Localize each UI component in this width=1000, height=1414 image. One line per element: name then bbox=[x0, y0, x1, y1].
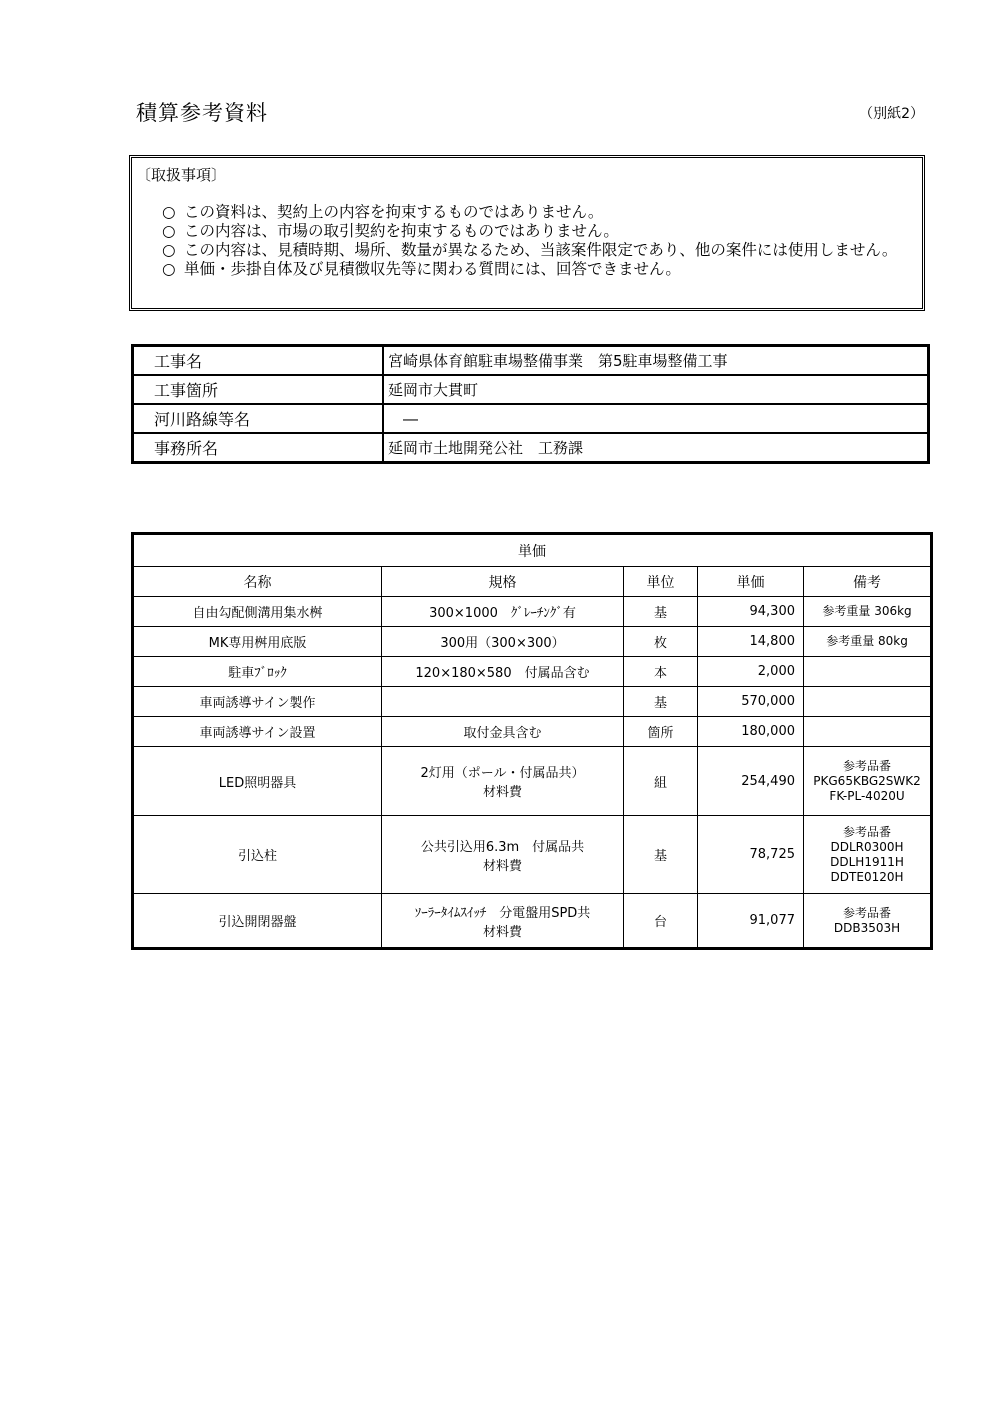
cell-spec bbox=[382, 597, 624, 627]
info-row bbox=[133, 375, 929, 404]
info-label: 河川路線等名 bbox=[133, 404, 384, 433]
spec-line: 材料費 bbox=[482, 924, 522, 940]
cell-name: MK専用桝用底版 bbox=[133, 627, 382, 657]
column-header: 単価 bbox=[698, 567, 804, 597]
circle-mark-icon: ○ bbox=[162, 203, 176, 221]
note-line: FK-PL-4020U bbox=[829, 788, 905, 803]
note-line: PKG65KBG2SWK2 bbox=[813, 773, 921, 788]
project-info-table bbox=[131, 344, 930, 464]
info-row bbox=[133, 433, 929, 463]
column-header: 備考 bbox=[804, 567, 932, 597]
cell-spec bbox=[382, 894, 624, 949]
cell-unit: 組 bbox=[624, 747, 698, 816]
cell-note bbox=[804, 687, 932, 717]
notice-text: この内容は、見積時期、場所、数量が異なるため、当該案件限定であり、他の案件には使用しません。 bbox=[184, 241, 898, 259]
table-caption: 単価 bbox=[133, 534, 932, 567]
cell-note bbox=[804, 747, 932, 816]
note-line: 参考品番 bbox=[843, 905, 892, 920]
table-row bbox=[133, 597, 932, 627]
cell-unit: 箇所 bbox=[624, 717, 698, 747]
price-rows bbox=[133, 597, 932, 949]
spec-line: 公共引込用6.3m 付属品共 bbox=[420, 839, 585, 855]
table-row bbox=[133, 747, 932, 816]
cell-name: 車両誘導サイン製作 bbox=[133, 687, 382, 717]
cell-spec bbox=[382, 747, 624, 816]
info-value: ― bbox=[383, 404, 929, 433]
cell-spec bbox=[382, 816, 624, 894]
note-line: DDLR0300H bbox=[830, 839, 904, 854]
attachment-label: （別紙2） bbox=[859, 106, 924, 122]
spec-line: 2灯用（ポール・付属品共） bbox=[420, 766, 585, 781]
cell-note bbox=[804, 657, 932, 687]
column-header: 規格 bbox=[382, 567, 624, 597]
column-header: 名称 bbox=[133, 567, 382, 597]
circle-mark-icon: ○ bbox=[162, 260, 176, 278]
notice-item bbox=[162, 203, 912, 222]
cell-price: 94,300 bbox=[698, 597, 804, 627]
info-row bbox=[133, 404, 929, 433]
cell-name: 車両誘導サイン設置 bbox=[133, 717, 382, 747]
spec-line: 300用（300×300） bbox=[440, 636, 565, 651]
cell-unit: 基 bbox=[624, 687, 698, 717]
spec-line: 材料費 bbox=[482, 785, 522, 800]
info-label: 工事箇所 bbox=[133, 375, 384, 404]
cell-unit: 基 bbox=[624, 816, 698, 894]
note-line: DDB3503H bbox=[833, 920, 901, 935]
cell-price: 14,800 bbox=[698, 627, 804, 657]
notice-item bbox=[162, 241, 912, 260]
unit-price-table bbox=[131, 532, 933, 950]
cell-price: 570,000 bbox=[698, 687, 804, 717]
spec-line: 取付金具含む bbox=[463, 726, 542, 741]
cell-name: LED照明器具 bbox=[133, 747, 382, 816]
circle-mark-icon: ○ bbox=[162, 222, 176, 240]
cell-unit: 本 bbox=[624, 657, 698, 687]
cell-name: 駐車ﾌﾞﾛｯｸ bbox=[133, 657, 382, 687]
notice-item bbox=[162, 222, 912, 241]
notice-list bbox=[162, 203, 912, 279]
table-row bbox=[133, 717, 932, 747]
table-row bbox=[133, 894, 932, 949]
notice-item bbox=[162, 260, 912, 279]
cell-unit: 枚 bbox=[624, 627, 698, 657]
cell-spec bbox=[382, 717, 624, 747]
column-header: 単位 bbox=[624, 567, 698, 597]
table-row bbox=[133, 657, 932, 687]
cell-price: 91,077 bbox=[698, 894, 804, 949]
cell-name: 引込柱 bbox=[133, 816, 382, 894]
notice-text: 単価・歩掛自体及び見積徴収先等に関わる質問には、回答できません。 bbox=[184, 260, 681, 278]
spec-line: ｿｰﾗｰﾀｲﾑｽｲｯﾁ 分電盤用SPD共 bbox=[414, 905, 591, 921]
cell-price: 180,000 bbox=[698, 717, 804, 747]
note-line: 参考重量 306kg bbox=[822, 604, 912, 618]
info-row bbox=[133, 346, 929, 376]
spec-line: 120×180×580 付属品含む bbox=[415, 666, 590, 681]
note-line: 参考品番 bbox=[843, 758, 892, 773]
info-value: 宮崎県体育館駐車場整備事業 第5駐車場整備工事 bbox=[383, 346, 929, 376]
info-value: 延岡市土地開発公社 工務課 bbox=[383, 433, 929, 463]
spec-line: 材料費 bbox=[482, 858, 522, 874]
notice-text: この資料は、契約上の内容を拘束するものではありません。 bbox=[184, 203, 604, 221]
cell-unit: 基 bbox=[624, 597, 698, 627]
spec-line: 300×1000 ｸﾞﾚｰﾁﾝｸﾞ有 bbox=[429, 606, 576, 621]
notice-box bbox=[129, 155, 925, 311]
info-label: 工事名 bbox=[133, 346, 384, 376]
page-title: 積算参考資料 bbox=[136, 101, 268, 125]
note-line: DDLH1911H bbox=[830, 854, 904, 869]
cell-name: 引込開閉器盤 bbox=[133, 894, 382, 949]
table-row bbox=[133, 816, 932, 894]
cell-unit: 台 bbox=[624, 894, 698, 949]
cell-note bbox=[804, 597, 932, 627]
cell-spec bbox=[382, 657, 624, 687]
table-row bbox=[133, 687, 932, 717]
table-row bbox=[133, 627, 932, 657]
cell-name: 自由勾配側溝用集水桝 bbox=[133, 597, 382, 627]
cell-price: 254,490 bbox=[698, 747, 804, 816]
cell-price: 78,725 bbox=[698, 816, 804, 894]
note-line: 参考品番 bbox=[843, 824, 892, 839]
circle-mark-icon: ○ bbox=[162, 241, 176, 259]
notice-heading: 〔取扱事項〕 bbox=[136, 166, 227, 184]
cell-spec bbox=[382, 627, 624, 657]
cell-note bbox=[804, 816, 932, 894]
cell-price: 2,000 bbox=[698, 657, 804, 687]
info-label: 事務所名 bbox=[133, 433, 384, 463]
cell-note bbox=[804, 894, 932, 949]
cell-spec bbox=[382, 687, 624, 717]
info-value: 延岡市大貫町 bbox=[383, 375, 929, 404]
note-line: 参考重量 80kg bbox=[826, 634, 908, 648]
cell-note bbox=[804, 717, 932, 747]
note-line: DDTE0120H bbox=[830, 869, 904, 884]
notice-text: この内容は、市場の取引契約を拘束するものではありません。 bbox=[184, 222, 619, 240]
cell-note bbox=[804, 627, 932, 657]
